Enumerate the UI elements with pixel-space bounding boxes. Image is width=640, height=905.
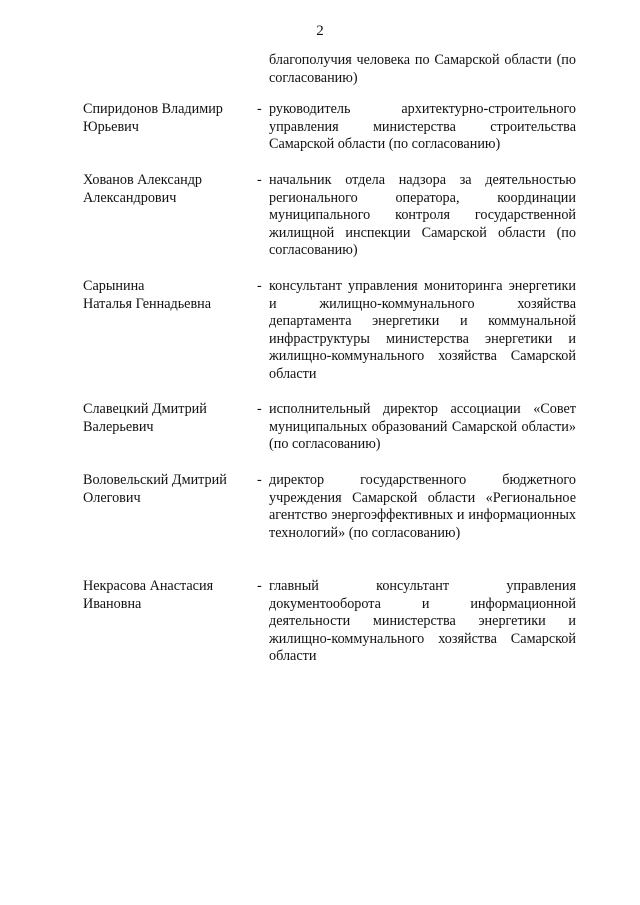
entry-dash: - xyxy=(257,472,262,488)
member-name xyxy=(83,172,255,207)
page-number: 2 xyxy=(316,23,324,39)
member-name xyxy=(83,472,255,507)
member-name-line: Валерьевич xyxy=(83,418,154,435)
member-position: исполнительный директор ассоциации «Совет муниципальных образований Самарской области» (по согласованию) xyxy=(269,401,576,453)
member-name-line: Ивановна xyxy=(83,595,142,612)
entry-dash: - xyxy=(257,578,262,594)
member-position: директор государственного бюджетного учреждения Самарской области «Региональное агентство энергоэффективных и информационных технологий» (по согласованию) xyxy=(269,472,576,541)
member-name-line: Хованов Александр xyxy=(83,172,203,188)
member-name-line: Воловельский Дмитрий xyxy=(83,472,227,488)
member-name xyxy=(83,278,255,313)
member-name xyxy=(83,401,255,436)
member-name xyxy=(83,578,255,613)
member-name-line: Славецкий Дмитрий xyxy=(83,401,207,417)
member-name-line: Олегович xyxy=(83,489,141,506)
entry-dash: - xyxy=(257,278,262,294)
entry-dash: - xyxy=(257,101,262,117)
member-name-line: Спиридонов Владимир xyxy=(83,101,223,117)
member-name-line: Юрьевич xyxy=(83,118,139,135)
member-position: главный консультант управления документооборота и информационной деятельности министерства энергетики и жилищно-коммунального хозяйства Самарской области xyxy=(269,578,576,665)
member-name-line: Некрасова Анастасия xyxy=(83,578,214,594)
member-name-line: Сарынина xyxy=(83,278,145,294)
member-position: руководитель архитектурно-строительного управления министерства строительства Самарской области (по согласованию) xyxy=(269,101,576,153)
member-position: консультант управления мониторинга энергетики и жилищно-коммунального хозяйства департамента энергетики и коммунальной инфраструктуры министерства энергетики и жилищно-коммунального хозяйства Самарской области xyxy=(269,278,576,382)
member-name xyxy=(83,101,255,136)
member-position: начальник отдела надзора за деятельностью регионального оператора, координации муниципального контроля государственной жилищной инспекции Самарской области (по согласованию) xyxy=(269,172,576,259)
member-name-line: Александрович xyxy=(83,189,177,206)
continued-position-text: благополучия человека по Самарской области (по согласованию) xyxy=(269,52,576,86)
entry-dash: - xyxy=(257,172,262,188)
entry-dash: - xyxy=(257,401,262,417)
member-name-line: Наталья Геннадьевна xyxy=(83,295,212,312)
